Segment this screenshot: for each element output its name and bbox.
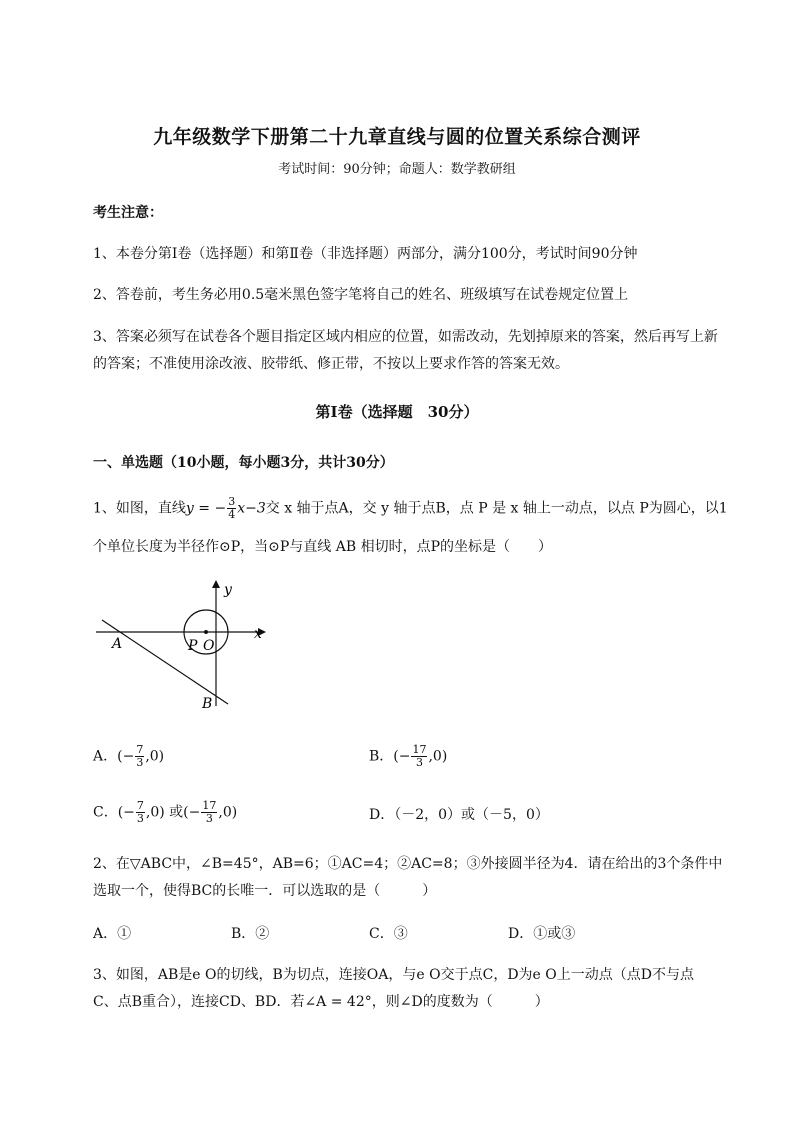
q1-y-eq: y = − [185, 500, 227, 517]
q1-option-b [369, 744, 447, 769]
q1-opt-b-den: 3 [415, 756, 423, 769]
q1-opt-b-lead: B．(− [369, 748, 411, 765]
label-b: B [202, 696, 213, 712]
q2-option-d: D．①或③ [508, 926, 576, 942]
note-item-1: 1、本卷分第I卷（选择题）和第Ⅱ卷（非选择题）两部分，满分100分，考试时间90分钟 [93, 246, 638, 262]
q1-intro: 1、如图，直线 [93, 500, 186, 517]
q2-option-a: A．① [93, 926, 132, 942]
note-item-3: 3、答案必须写在试卷各个题目指定区域内相应的位置，如需改动，先划掉原来的答案，然后再写上新 [93, 329, 718, 345]
q1-opt-c-num2: 17 [202, 799, 217, 812]
q1-frac-num: 3 [228, 495, 236, 508]
q1-text: 交 x 轴于点A，交 y 轴于点B，点 P 是 x 轴上一动点，以点 P为圆心，以1 [265, 500, 728, 517]
q1-opt-b-frac [411, 744, 427, 769]
q1-frac-den: 4 [228, 508, 236, 521]
q1-opt-c-frac2 [201, 800, 217, 825]
q1-opt-b-tail: ,0) [428, 748, 448, 765]
q1-opt-c-den: 3 [136, 812, 144, 825]
section-title: 第I卷（选择题 30分） [315, 403, 479, 421]
notes-heading: 考生注意： [93, 205, 163, 221]
page-title: 九年级数学下册第二十九章直线与圆的位置关系综合测评 [153, 126, 641, 148]
label-x: x [254, 626, 262, 642]
label-y: y [224, 582, 232, 598]
q1-opt-b-num: 17 [412, 743, 427, 756]
q2-option-b: B．② [231, 926, 270, 942]
q1-opt-c-num: 7 [136, 799, 144, 812]
y-axis-arrow [212, 580, 220, 588]
note-item-2: 2、答卷前，考生务必用0.5毫米黑色签字笔将自己的姓名、班级填写在试卷规定位置上 [93, 287, 629, 303]
q1-opt-a-lead: A．(− [93, 748, 135, 765]
label-p: P [188, 638, 198, 654]
note-item-3-cont: 的答案；不准使用涂改液、胶带纸、修正带，不按以上要求作答的答案无效。 [93, 356, 569, 372]
exam-info: 考试时间：90分钟；命题人：数学教研组 [278, 162, 516, 177]
q1-option-a [93, 744, 164, 769]
q1-opt-a-num: 7 [136, 743, 144, 756]
q1-figure [88, 576, 278, 714]
q1-opt-a-tail: ,0) [145, 748, 165, 765]
q1-option-c [93, 800, 237, 825]
q1-line2: 个单位长度为半径作⊙P，当⊙P与直线 AB 相切时，点P的坐标是（ ） [93, 539, 553, 555]
q2-line1: 2、在▽ABC中，∠B=45°，AB=6；①AC=4；②AC=8；③外接圆半径为4．请在给出的3个条件中 [93, 856, 723, 872]
section-subtitle: 一、单选题（10小题，每小题3分，共计30分） [93, 455, 394, 471]
q1-fraction [227, 496, 236, 521]
q1-opt-c-mid: ,0) 或(− [145, 804, 201, 821]
q1-option-d: D．（－2，0）或（－5，0） [369, 807, 549, 823]
q1-opt-c-den2: 3 [205, 812, 213, 825]
label-o: O [203, 638, 215, 654]
q1-opt-c-lead: C．(− [93, 804, 135, 821]
q1-opt-a-den: 3 [136, 756, 144, 769]
q1-opt-c-frac [136, 800, 145, 825]
q3-line1: 3、如图，AB是e O的切线，B为切点，连接OA，与e O交于点C，D为e O上一动点（点D不与点 [93, 967, 694, 983]
q1-expr: x−3 [237, 500, 266, 517]
q1-line1 [93, 496, 728, 521]
q2-option-c: C．③ [369, 926, 408, 942]
q2-line2: 选取一个，使得BC的长唯一．可以选取的是（ ） [93, 883, 437, 899]
point-p [204, 630, 208, 634]
q1-opt-c-tail: ,0) [218, 804, 238, 821]
q1-opt-a-frac [135, 744, 144, 769]
label-a: A [112, 636, 123, 652]
q3-line2: C、点B重合），连接CD、BD．若∠A = 42°，则∠D的度数为（ ） [93, 994, 549, 1010]
